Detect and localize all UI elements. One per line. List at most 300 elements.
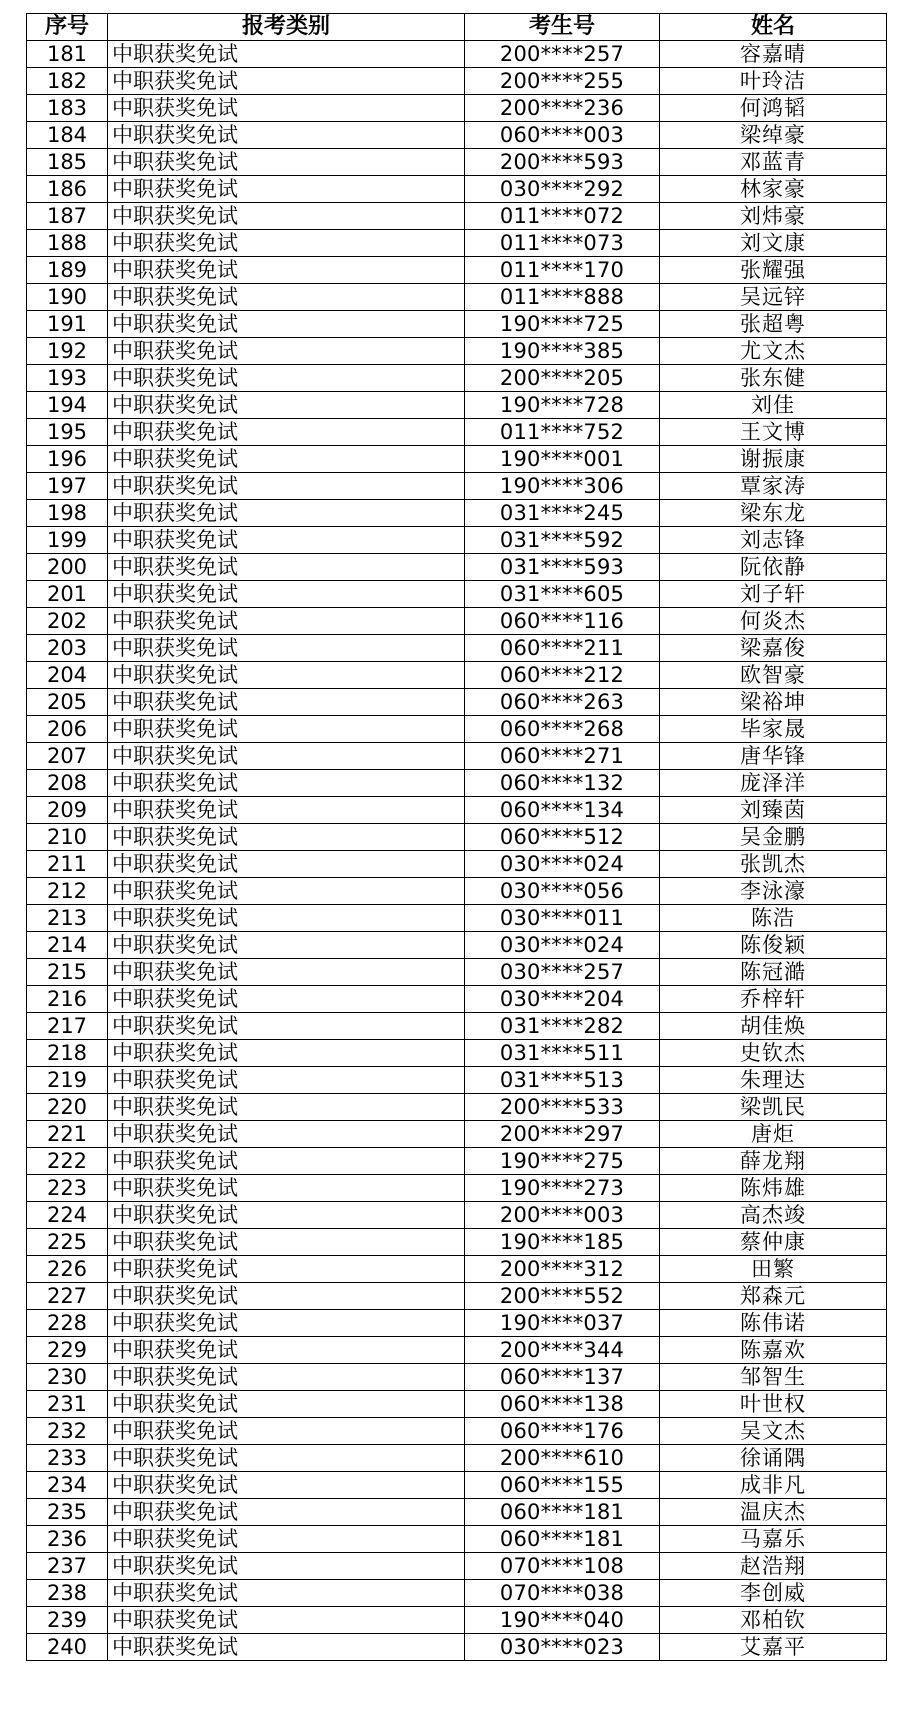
cell-exam-id: 190****728 bbox=[465, 392, 660, 419]
cell-seq: 221 bbox=[27, 1121, 108, 1148]
cell-exam-id: 200****344 bbox=[465, 1337, 660, 1364]
cell-exam-id: 031****511 bbox=[465, 1040, 660, 1067]
cell-category: 中职获奖免试 bbox=[108, 392, 465, 419]
cell-seq: 213 bbox=[27, 905, 108, 932]
cell-seq: 195 bbox=[27, 419, 108, 446]
cell-name: 张东健 bbox=[660, 365, 887, 392]
cell-name: 梁绰豪 bbox=[660, 122, 887, 149]
cell-name: 陈嘉欢 bbox=[660, 1337, 887, 1364]
cell-name: 林家豪 bbox=[660, 176, 887, 203]
cell-name: 张超粤 bbox=[660, 311, 887, 338]
cell-name: 徐诵隅 bbox=[660, 1445, 887, 1472]
cell-seq: 231 bbox=[27, 1391, 108, 1418]
cell-exam-id: 060****137 bbox=[465, 1364, 660, 1391]
cell-name: 梁凯民 bbox=[660, 1094, 887, 1121]
cell-exam-id: 200****255 bbox=[465, 68, 660, 95]
cell-exam-id: 031****592 bbox=[465, 527, 660, 554]
table-row bbox=[27, 1175, 887, 1202]
table-row bbox=[27, 203, 887, 230]
cell-name: 刘炜豪 bbox=[660, 203, 887, 230]
cell-category: 中职获奖免试 bbox=[108, 311, 465, 338]
cell-category: 中职获奖免试 bbox=[108, 824, 465, 851]
cell-category: 中职获奖免试 bbox=[108, 608, 465, 635]
cell-name: 邓蓝青 bbox=[660, 149, 887, 176]
header-row bbox=[27, 14, 887, 41]
cell-category: 中职获奖免试 bbox=[108, 365, 465, 392]
cell-exam-id: 030****024 bbox=[465, 932, 660, 959]
cell-seq: 182 bbox=[27, 68, 108, 95]
table-row bbox=[27, 257, 887, 284]
cell-name: 梁东龙 bbox=[660, 500, 887, 527]
table-row bbox=[27, 554, 887, 581]
table-row bbox=[27, 500, 887, 527]
cell-name: 高杰竣 bbox=[660, 1202, 887, 1229]
cell-category: 中职获奖免试 bbox=[108, 1391, 465, 1418]
cell-exam-id: 200****205 bbox=[465, 365, 660, 392]
cell-name: 田繁 bbox=[660, 1256, 887, 1283]
cell-seq: 222 bbox=[27, 1148, 108, 1175]
cell-name: 阮依静 bbox=[660, 554, 887, 581]
cell-exam-id: 060****271 bbox=[465, 743, 660, 770]
cell-category: 中职获奖免试 bbox=[108, 230, 465, 257]
cell-seq: 207 bbox=[27, 743, 108, 770]
cell-exam-id: 011****072 bbox=[465, 203, 660, 230]
table-row bbox=[27, 1526, 887, 1553]
cell-exam-id: 060****211 bbox=[465, 635, 660, 662]
cell-category: 中职获奖免试 bbox=[108, 1013, 465, 1040]
cell-category: 中职获奖免试 bbox=[108, 41, 465, 68]
cell-seq: 219 bbox=[27, 1067, 108, 1094]
candidate-table bbox=[26, 13, 887, 1661]
table-row bbox=[27, 68, 887, 95]
cell-name: 李创威 bbox=[660, 1580, 887, 1607]
table-row bbox=[27, 419, 887, 446]
cell-category: 中职获奖免试 bbox=[108, 878, 465, 905]
table-row bbox=[27, 581, 887, 608]
cell-category: 中职获奖免试 bbox=[108, 932, 465, 959]
table-row bbox=[27, 95, 887, 122]
cell-exam-id: 060****268 bbox=[465, 716, 660, 743]
cell-exam-id: 060****003 bbox=[465, 122, 660, 149]
cell-exam-id: 190****725 bbox=[465, 311, 660, 338]
cell-category: 中职获奖免试 bbox=[108, 1634, 465, 1661]
cell-seq: 184 bbox=[27, 122, 108, 149]
header-seq: 序号 bbox=[27, 14, 108, 41]
cell-category: 中职获奖免试 bbox=[108, 68, 465, 95]
cell-seq: 218 bbox=[27, 1040, 108, 1067]
cell-seq: 224 bbox=[27, 1202, 108, 1229]
table-row bbox=[27, 284, 887, 311]
cell-seq: 187 bbox=[27, 203, 108, 230]
table-row bbox=[27, 473, 887, 500]
cell-name: 欧智豪 bbox=[660, 662, 887, 689]
cell-category: 中职获奖免试 bbox=[108, 419, 465, 446]
header-category: 报考类别 bbox=[108, 14, 465, 41]
cell-seq: 201 bbox=[27, 581, 108, 608]
cell-exam-id: 190****385 bbox=[465, 338, 660, 365]
cell-name: 梁嘉俊 bbox=[660, 635, 887, 662]
cell-category: 中职获奖免试 bbox=[108, 203, 465, 230]
cell-name: 刘臻茵 bbox=[660, 797, 887, 824]
table-row bbox=[27, 608, 887, 635]
cell-seq: 181 bbox=[27, 41, 108, 68]
cell-exam-id: 190****037 bbox=[465, 1310, 660, 1337]
cell-seq: 205 bbox=[27, 689, 108, 716]
cell-category: 中职获奖免试 bbox=[108, 446, 465, 473]
cell-category: 中职获奖免试 bbox=[108, 1310, 465, 1337]
cell-category: 中职获奖免试 bbox=[108, 716, 465, 743]
cell-seq: 236 bbox=[27, 1526, 108, 1553]
table-row bbox=[27, 1094, 887, 1121]
table-row bbox=[27, 1202, 887, 1229]
cell-exam-id: 070****038 bbox=[465, 1580, 660, 1607]
cell-name: 陈伟诺 bbox=[660, 1310, 887, 1337]
cell-exam-id: 030****011 bbox=[465, 905, 660, 932]
cell-seq: 208 bbox=[27, 770, 108, 797]
cell-seq: 193 bbox=[27, 365, 108, 392]
cell-category: 中职获奖免试 bbox=[108, 176, 465, 203]
table-row bbox=[27, 986, 887, 1013]
cell-exam-id: 060****176 bbox=[465, 1418, 660, 1445]
cell-name: 蔡仲康 bbox=[660, 1229, 887, 1256]
cell-name: 赵浩翔 bbox=[660, 1553, 887, 1580]
cell-seq: 185 bbox=[27, 149, 108, 176]
cell-name: 马嘉乐 bbox=[660, 1526, 887, 1553]
cell-exam-id: 200****236 bbox=[465, 95, 660, 122]
cell-name: 容嘉晴 bbox=[660, 41, 887, 68]
cell-seq: 194 bbox=[27, 392, 108, 419]
table-row bbox=[27, 230, 887, 257]
cell-exam-id: 060****512 bbox=[465, 824, 660, 851]
cell-seq: 232 bbox=[27, 1418, 108, 1445]
cell-exam-id: 031****605 bbox=[465, 581, 660, 608]
table-row bbox=[27, 716, 887, 743]
cell-seq: 239 bbox=[27, 1607, 108, 1634]
header-name: 姓名 bbox=[660, 14, 887, 41]
cell-name: 何鸿韬 bbox=[660, 95, 887, 122]
table-row bbox=[27, 392, 887, 419]
cell-name: 陈浩 bbox=[660, 905, 887, 932]
cell-category: 中职获奖免试 bbox=[108, 959, 465, 986]
cell-exam-id: 031****245 bbox=[465, 500, 660, 527]
cell-seq: 210 bbox=[27, 824, 108, 851]
cell-name: 史钦杰 bbox=[660, 1040, 887, 1067]
cell-exam-id: 030****292 bbox=[465, 176, 660, 203]
cell-name: 陈俊颖 bbox=[660, 932, 887, 959]
cell-exam-id: 031****282 bbox=[465, 1013, 660, 1040]
cell-seq: 206 bbox=[27, 716, 108, 743]
table-row bbox=[27, 1499, 887, 1526]
cell-name: 成非凡 bbox=[660, 1472, 887, 1499]
cell-category: 中职获奖免试 bbox=[108, 149, 465, 176]
cell-seq: 227 bbox=[27, 1283, 108, 1310]
table-row bbox=[27, 1634, 887, 1661]
cell-name: 唐炬 bbox=[660, 1121, 887, 1148]
cell-seq: 217 bbox=[27, 1013, 108, 1040]
cell-exam-id: 060****212 bbox=[465, 662, 660, 689]
cell-seq: 203 bbox=[27, 635, 108, 662]
cell-seq: 240 bbox=[27, 1634, 108, 1661]
table-row bbox=[27, 1472, 887, 1499]
cell-category: 中职获奖免试 bbox=[108, 338, 465, 365]
table-row bbox=[27, 1553, 887, 1580]
cell-exam-id: 190****185 bbox=[465, 1229, 660, 1256]
table-row bbox=[27, 1580, 887, 1607]
cell-name: 叶世权 bbox=[660, 1391, 887, 1418]
cell-name: 张凯杰 bbox=[660, 851, 887, 878]
cell-exam-id: 060****263 bbox=[465, 689, 660, 716]
table-row bbox=[27, 1256, 887, 1283]
cell-exam-id: 011****073 bbox=[465, 230, 660, 257]
table-row bbox=[27, 959, 887, 986]
cell-category: 中职获奖免试 bbox=[108, 1418, 465, 1445]
table-body bbox=[27, 41, 887, 1661]
cell-seq: 198 bbox=[27, 500, 108, 527]
cell-category: 中职获奖免试 bbox=[108, 554, 465, 581]
header-exam-id: 考生号 bbox=[465, 14, 660, 41]
cell-exam-id: 190****273 bbox=[465, 1175, 660, 1202]
table-row bbox=[27, 770, 887, 797]
cell-category: 中职获奖免试 bbox=[108, 1445, 465, 1472]
cell-name: 庞泽洋 bbox=[660, 770, 887, 797]
cell-exam-id: 200****003 bbox=[465, 1202, 660, 1229]
cell-exam-id: 060****138 bbox=[465, 1391, 660, 1418]
cell-name: 刘佳 bbox=[660, 392, 887, 419]
cell-name: 刘子轩 bbox=[660, 581, 887, 608]
cell-category: 中职获奖免试 bbox=[108, 662, 465, 689]
cell-name: 艾嘉平 bbox=[660, 1634, 887, 1661]
cell-exam-id: 030****056 bbox=[465, 878, 660, 905]
table-row bbox=[27, 1283, 887, 1310]
cell-category: 中职获奖免试 bbox=[108, 851, 465, 878]
cell-exam-id: 060****155 bbox=[465, 1472, 660, 1499]
table-row bbox=[27, 1607, 887, 1634]
cell-category: 中职获奖免试 bbox=[108, 1040, 465, 1067]
cell-exam-id: 190****306 bbox=[465, 473, 660, 500]
table-row bbox=[27, 149, 887, 176]
cell-exam-id: 060****116 bbox=[465, 608, 660, 635]
cell-category: 中职获奖免试 bbox=[108, 122, 465, 149]
cell-category: 中职获奖免试 bbox=[108, 689, 465, 716]
cell-seq: 197 bbox=[27, 473, 108, 500]
cell-category: 中职获奖免试 bbox=[108, 1094, 465, 1121]
table-row bbox=[27, 365, 887, 392]
cell-exam-id: 031****513 bbox=[465, 1067, 660, 1094]
cell-category: 中职获奖免试 bbox=[108, 1121, 465, 1148]
cell-category: 中职获奖免试 bbox=[108, 257, 465, 284]
table-row bbox=[27, 635, 887, 662]
table-row bbox=[27, 1337, 887, 1364]
cell-seq: 226 bbox=[27, 1256, 108, 1283]
cell-exam-id: 070****108 bbox=[465, 1553, 660, 1580]
cell-seq: 215 bbox=[27, 959, 108, 986]
cell-exam-id: 060****181 bbox=[465, 1499, 660, 1526]
cell-exam-id: 190****001 bbox=[465, 446, 660, 473]
cell-category: 中职获奖免试 bbox=[108, 1526, 465, 1553]
cell-seq: 223 bbox=[27, 1175, 108, 1202]
cell-category: 中职获奖免试 bbox=[108, 1283, 465, 1310]
cell-name: 刘文康 bbox=[660, 230, 887, 257]
cell-name: 唐华锋 bbox=[660, 743, 887, 770]
cell-name: 温庆杰 bbox=[660, 1499, 887, 1526]
cell-category: 中职获奖免试 bbox=[108, 1499, 465, 1526]
cell-exam-id: 060****181 bbox=[465, 1526, 660, 1553]
cell-seq: 189 bbox=[27, 257, 108, 284]
table-row bbox=[27, 1229, 887, 1256]
cell-name: 薛龙翔 bbox=[660, 1148, 887, 1175]
cell-category: 中职获奖免试 bbox=[108, 1256, 465, 1283]
cell-exam-id: 190****040 bbox=[465, 1607, 660, 1634]
cell-name: 吴文杰 bbox=[660, 1418, 887, 1445]
cell-category: 中职获奖免试 bbox=[108, 1553, 465, 1580]
cell-name: 毕家晟 bbox=[660, 716, 887, 743]
cell-exam-id: 011****170 bbox=[465, 257, 660, 284]
table-row bbox=[27, 824, 887, 851]
cell-exam-id: 031****593 bbox=[465, 554, 660, 581]
cell-seq: 235 bbox=[27, 1499, 108, 1526]
cell-category: 中职获奖免试 bbox=[108, 527, 465, 554]
table-row bbox=[27, 905, 887, 932]
table-row bbox=[27, 338, 887, 365]
table-row bbox=[27, 176, 887, 203]
table-row bbox=[27, 1391, 887, 1418]
table-row bbox=[27, 1040, 887, 1067]
cell-seq: 209 bbox=[27, 797, 108, 824]
cell-category: 中职获奖免试 bbox=[108, 1580, 465, 1607]
table-row bbox=[27, 1148, 887, 1175]
table-row bbox=[27, 1310, 887, 1337]
cell-seq: 196 bbox=[27, 446, 108, 473]
cell-name: 郑森元 bbox=[660, 1283, 887, 1310]
cell-exam-id: 200****257 bbox=[465, 41, 660, 68]
table-row bbox=[27, 446, 887, 473]
cell-exam-id: 011****888 bbox=[465, 284, 660, 311]
cell-seq: 212 bbox=[27, 878, 108, 905]
cell-seq: 186 bbox=[27, 176, 108, 203]
cell-category: 中职获奖免试 bbox=[108, 1229, 465, 1256]
cell-name: 刘志锋 bbox=[660, 527, 887, 554]
cell-category: 中职获奖免试 bbox=[108, 1202, 465, 1229]
cell-seq: 192 bbox=[27, 338, 108, 365]
cell-category: 中职获奖免试 bbox=[108, 1607, 465, 1634]
cell-seq: 199 bbox=[27, 527, 108, 554]
cell-exam-id: 190****275 bbox=[465, 1148, 660, 1175]
cell-category: 中职获奖免试 bbox=[108, 986, 465, 1013]
table-row bbox=[27, 662, 887, 689]
cell-seq: 228 bbox=[27, 1310, 108, 1337]
cell-category: 中职获奖免试 bbox=[108, 1175, 465, 1202]
table-row bbox=[27, 743, 887, 770]
cell-category: 中职获奖免试 bbox=[108, 1148, 465, 1175]
cell-exam-id: 200****610 bbox=[465, 1445, 660, 1472]
table-row bbox=[27, 41, 887, 68]
cell-seq: 234 bbox=[27, 1472, 108, 1499]
cell-category: 中职获奖免试 bbox=[108, 770, 465, 797]
cell-seq: 204 bbox=[27, 662, 108, 689]
table-row bbox=[27, 878, 887, 905]
cell-name: 朱理达 bbox=[660, 1067, 887, 1094]
cell-name: 胡佳焕 bbox=[660, 1013, 887, 1040]
cell-category: 中职获奖免试 bbox=[108, 95, 465, 122]
cell-exam-id: 030****024 bbox=[465, 851, 660, 878]
cell-seq: 183 bbox=[27, 95, 108, 122]
table-row bbox=[27, 527, 887, 554]
cell-exam-id: 200****533 bbox=[465, 1094, 660, 1121]
table-row bbox=[27, 797, 887, 824]
table-row bbox=[27, 1418, 887, 1445]
cell-name: 谢振康 bbox=[660, 446, 887, 473]
table-row bbox=[27, 1013, 887, 1040]
cell-exam-id: 060****134 bbox=[465, 797, 660, 824]
cell-exam-id: 200****312 bbox=[465, 1256, 660, 1283]
cell-seq: 238 bbox=[27, 1580, 108, 1607]
cell-name: 张耀强 bbox=[660, 257, 887, 284]
cell-seq: 237 bbox=[27, 1553, 108, 1580]
cell-category: 中职获奖免试 bbox=[108, 473, 465, 500]
cell-category: 中职获奖免试 bbox=[108, 743, 465, 770]
cell-category: 中职获奖免试 bbox=[108, 905, 465, 932]
cell-name: 梁裕坤 bbox=[660, 689, 887, 716]
cell-category: 中职获奖免试 bbox=[108, 500, 465, 527]
table-row bbox=[27, 1364, 887, 1391]
cell-seq: 225 bbox=[27, 1229, 108, 1256]
cell-seq: 200 bbox=[27, 554, 108, 581]
cell-exam-id: 200****593 bbox=[465, 149, 660, 176]
cell-exam-id: 060****132 bbox=[465, 770, 660, 797]
cell-exam-id: 030****257 bbox=[465, 959, 660, 986]
cell-seq: 229 bbox=[27, 1337, 108, 1364]
cell-name: 王文博 bbox=[660, 419, 887, 446]
table-row bbox=[27, 122, 887, 149]
cell-category: 中职获奖免试 bbox=[108, 284, 465, 311]
cell-category: 中职获奖免试 bbox=[108, 1067, 465, 1094]
cell-seq: 211 bbox=[27, 851, 108, 878]
cell-exam-id: 030****204 bbox=[465, 986, 660, 1013]
cell-seq: 190 bbox=[27, 284, 108, 311]
cell-name: 陈冠澔 bbox=[660, 959, 887, 986]
cell-name: 李泳濠 bbox=[660, 878, 887, 905]
cell-seq: 202 bbox=[27, 608, 108, 635]
table-row bbox=[27, 1445, 887, 1472]
cell-name: 邹智生 bbox=[660, 1364, 887, 1391]
cell-name: 叶玲洁 bbox=[660, 68, 887, 95]
cell-exam-id: 030****023 bbox=[465, 1634, 660, 1661]
cell-name: 吴远锌 bbox=[660, 284, 887, 311]
table-row bbox=[27, 1121, 887, 1148]
cell-category: 中职获奖免试 bbox=[108, 635, 465, 662]
cell-exam-id: 011****752 bbox=[465, 419, 660, 446]
cell-name: 乔梓轩 bbox=[660, 986, 887, 1013]
cell-exam-id: 200****552 bbox=[465, 1283, 660, 1310]
cell-seq: 230 bbox=[27, 1364, 108, 1391]
cell-category: 中职获奖免试 bbox=[108, 797, 465, 824]
cell-seq: 191 bbox=[27, 311, 108, 338]
table-row bbox=[27, 1067, 887, 1094]
cell-seq: 233 bbox=[27, 1445, 108, 1472]
table-row bbox=[27, 689, 887, 716]
cell-name: 吴金鹏 bbox=[660, 824, 887, 851]
table-row bbox=[27, 851, 887, 878]
cell-name: 邓柏钦 bbox=[660, 1607, 887, 1634]
cell-seq: 188 bbox=[27, 230, 108, 257]
table-row bbox=[27, 932, 887, 959]
cell-seq: 220 bbox=[27, 1094, 108, 1121]
cell-seq: 214 bbox=[27, 932, 108, 959]
cell-category: 中职获奖免试 bbox=[108, 581, 465, 608]
cell-category: 中职获奖免试 bbox=[108, 1364, 465, 1391]
cell-name: 何炎杰 bbox=[660, 608, 887, 635]
cell-name: 覃家涛 bbox=[660, 473, 887, 500]
